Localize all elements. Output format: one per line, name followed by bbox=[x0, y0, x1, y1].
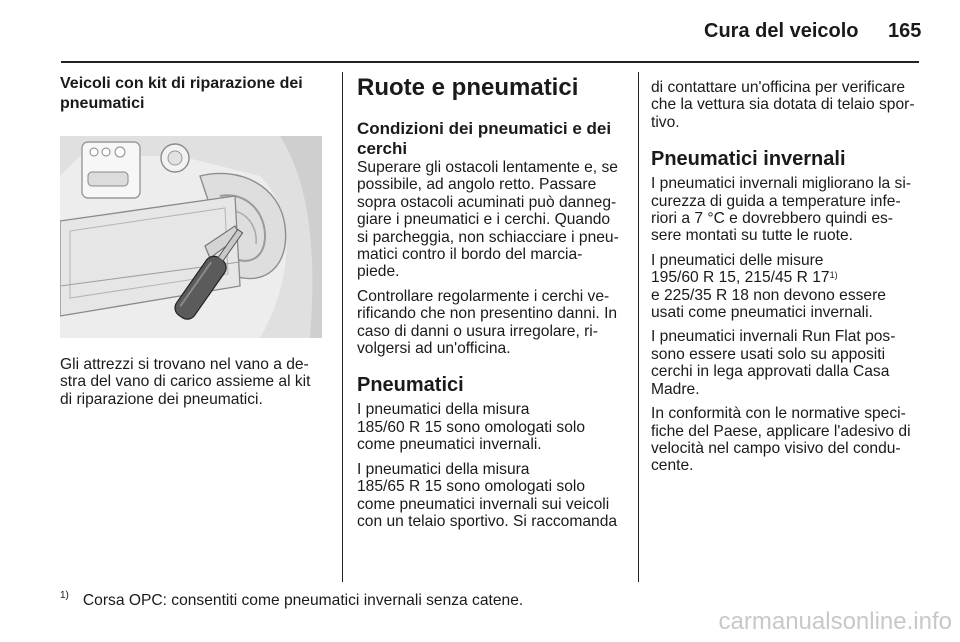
section-heading-tyres: Pneumatici bbox=[357, 374, 464, 397]
paragraph: Controllare regolarmente i cerchi ve- rificando che non presentino danni. In caso di danni o usura irregolare, ri- volgersi ad un'officina. bbox=[357, 287, 618, 358]
column-divider bbox=[342, 72, 343, 582]
subsection-heading: Condizioni dei pneumatici e dei cerchi bbox=[357, 119, 612, 158]
column-divider bbox=[638, 72, 639, 582]
page-header bbox=[0, 20, 960, 60]
footnote-text: Corsa OPC: consentiti come pneumatici invernali senza catene. bbox=[82, 592, 524, 609]
paragraph: I pneumatici invernali migliorano la si- curezza di guida a temperature infe- riori a 7 °C e dovrebbero quindi es- sere montati su tutte le ruote. bbox=[651, 175, 912, 245]
page-number: 165 bbox=[888, 20, 922, 42]
paragraph: di contattare un'officina per verificare che la vettura sia dotata di telaio spor- tivo. bbox=[651, 79, 915, 131]
section-title: Cura del veicolo bbox=[704, 20, 859, 42]
section-heading-winter-tyres: Pneumatici invernali bbox=[651, 148, 846, 171]
paragraph: I pneumatici invernali Run Flat pos- sono essere usati solo su appositi cerchi in lega approvati dalla Casa Madre. bbox=[651, 328, 896, 398]
paragraph: In conformità con le normative speci- fiche del Paese, applicare l'adesivo di velocità nel campo visivo del condu- cente. bbox=[651, 405, 911, 475]
column-middle bbox=[357, 74, 625, 537]
header-rule bbox=[61, 61, 919, 63]
column-left bbox=[60, 74, 328, 408]
footnote-ref: 1) bbox=[829, 270, 838, 281]
paragraph: I pneumatici della misura 185/60 R 15 sono omologati solo come pneumatici invernali. bbox=[357, 401, 585, 454]
watermark: carmanualsonline.info bbox=[718, 608, 952, 635]
illustration-caption: Gli attrezzi si trovano nel vano a de- stra del vano di carico assieme al kit di riparazione dei pneumatici. bbox=[60, 356, 311, 408]
trunk-tools-illustration bbox=[60, 136, 322, 338]
paragraph: I pneumatici delle misure 195/60 R 15, 215/45 R 17$^{1)}$ e 225/35 R 18 non devono essere usati come pneumatici invernali. bbox=[651, 251, 886, 322]
chapter-title: Ruote e pneumatici bbox=[357, 74, 579, 101]
column-right bbox=[651, 79, 921, 482]
kit-heading: Veicoli con kit di riparazione dei pneumatici bbox=[60, 75, 303, 112]
footnote-marker: 1) bbox=[60, 590, 69, 601]
paragraph: Superare gli ostacoli lentamente e, se possibile, ad angolo retto. Passare sopra ostacoli acuminati può danneg- giare i pneumatici e i cerchi. Quando si parcheggia, non schiacciare i pneu- matici contro il bordo del marcia- piede. bbox=[357, 159, 619, 281]
paragraph: I pneumatici della misura 185/65 R 15 sono omologati solo come pneumatici invernali sui veicoli con un telaio sportivo. Si raccomanda bbox=[357, 460, 618, 530]
footnote bbox=[60, 592, 523, 610]
